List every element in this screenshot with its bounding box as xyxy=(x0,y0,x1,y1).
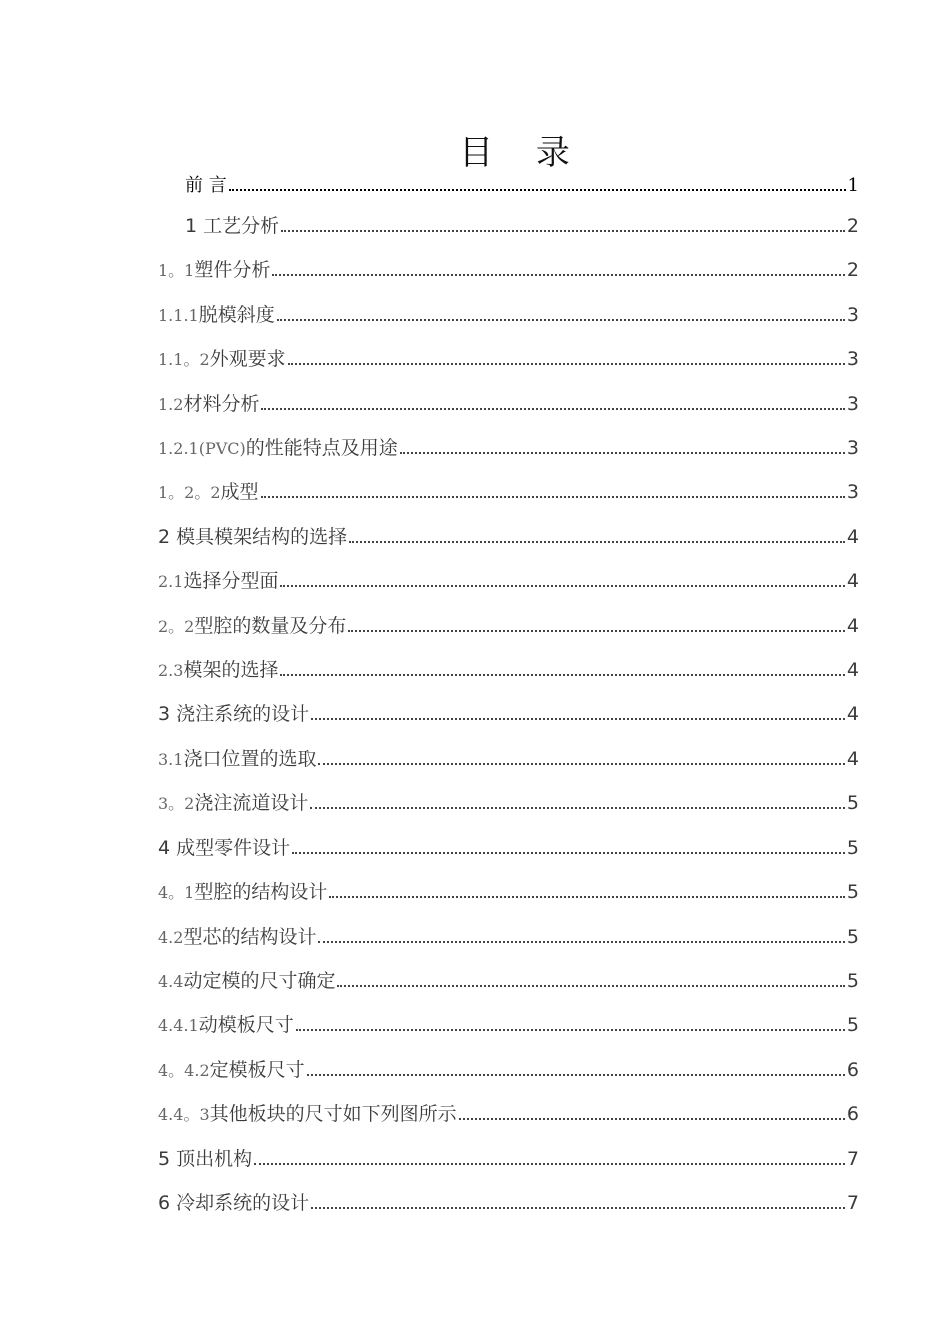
dot-leader xyxy=(292,851,845,854)
toc-entry-page: 6 xyxy=(846,1059,859,1081)
toc-entry-text: 4 成型零件设计 xyxy=(158,837,291,859)
dot-leader xyxy=(311,717,845,720)
toc-entry-text: 塑件分析 xyxy=(194,259,271,281)
dot-leader xyxy=(229,188,846,191)
toc-entry-number: 1.1。2 xyxy=(158,350,210,369)
toc-entry[interactable] xyxy=(158,1096,859,1132)
dot-leader xyxy=(272,273,845,276)
toc-entry[interactable] xyxy=(158,474,859,510)
toc-entry[interactable] xyxy=(158,919,859,955)
toc-entry-text: 浇注流道设计 xyxy=(194,792,309,814)
toc-entry-page: 5 xyxy=(846,970,859,992)
toc-entry-page: 5 xyxy=(846,881,859,903)
dot-leader xyxy=(280,673,844,676)
dot-leader xyxy=(310,806,845,809)
toc-title: 目 录 xyxy=(459,133,586,173)
toc-entry[interactable] xyxy=(158,1185,859,1221)
toc-entry-text: 模架的选择 xyxy=(183,659,279,681)
dot-leader xyxy=(318,762,844,765)
dot-leader xyxy=(400,451,845,454)
toc-entry-text: 材料分析 xyxy=(183,393,260,415)
toc-entry-page: 1 xyxy=(847,175,859,196)
toc-entry-text: 定模板尺寸 xyxy=(209,1059,305,1081)
toc-entry[interactable] xyxy=(158,963,859,999)
toc-entry[interactable] xyxy=(158,1141,859,1177)
toc-entry-number: 3。2 xyxy=(158,794,195,813)
toc-entry-number: 2.3 xyxy=(158,661,184,680)
toc-entry-text: 成型 xyxy=(220,481,259,503)
toc-entry-text: 型腔的数量及分布 xyxy=(194,615,347,637)
toc-entry-page: 2 xyxy=(846,215,859,237)
toc-entry-page: 4 xyxy=(846,570,859,592)
dot-leader xyxy=(337,984,844,987)
toc-entry[interactable] xyxy=(158,252,859,288)
toc-entry[interactable] xyxy=(185,168,859,204)
toc-entry-number: 1.1.1 xyxy=(158,306,199,325)
toc-entry-number: 4。1 xyxy=(158,883,195,902)
toc-entry-text: 动模板尺寸 xyxy=(198,1014,294,1036)
dot-leader xyxy=(254,1162,845,1165)
toc-entry[interactable] xyxy=(158,785,859,821)
toc-entry-page: 7 xyxy=(846,1192,859,1214)
toc-entry-text: 6 冷却系统的设计 xyxy=(158,1192,310,1214)
toc-entry-number: 4。4.2 xyxy=(158,1061,210,1080)
toc-entry-page: 5 xyxy=(846,1014,859,1036)
toc-entry-page: 5 xyxy=(846,926,859,948)
dot-leader xyxy=(288,362,845,365)
toc-entry[interactable] xyxy=(158,608,859,644)
dot-leader xyxy=(261,407,844,410)
toc-entry-page: 5 xyxy=(846,837,859,859)
toc-entry-text: 5 顶出机构 xyxy=(158,1148,253,1170)
toc-entry[interactable] xyxy=(158,696,859,732)
toc-entry-text: 1 工艺分析 xyxy=(185,215,280,237)
toc-entry-text: 外观要求 xyxy=(209,348,286,370)
toc-entry-text: 选择分型面 xyxy=(183,570,279,592)
toc-entry[interactable] xyxy=(158,519,859,555)
dot-leader xyxy=(311,1206,845,1209)
toc-entry-text: 的性能特点及用途 xyxy=(245,437,398,459)
toc-entry-text: 型芯的结构设计 xyxy=(183,926,317,948)
toc-entry[interactable] xyxy=(158,297,859,333)
toc-entry[interactable] xyxy=(185,208,859,244)
toc-entry[interactable] xyxy=(158,341,859,377)
toc-entry-text: 浇口位置的选取 xyxy=(183,748,317,770)
toc-entry-number: 1。1 xyxy=(158,261,195,280)
dot-leader xyxy=(348,629,845,632)
toc-entry-page: 6 xyxy=(846,1103,859,1125)
toc-entry-page: 3 xyxy=(846,348,859,370)
toc-entry[interactable] xyxy=(158,741,859,777)
toc-entry[interactable] xyxy=(158,874,859,910)
toc-entry-page: 4 xyxy=(846,659,859,681)
toc-entry[interactable] xyxy=(158,386,859,422)
dot-leader xyxy=(296,1028,845,1031)
toc-entry-page: 2 xyxy=(846,259,859,281)
dot-leader xyxy=(261,495,845,498)
toc-entry-text: 脱模斜度 xyxy=(198,304,275,326)
toc-entry-number: 1.2.1(PVC) xyxy=(158,439,246,458)
toc-entry-text: 2 模具模架结构的选择 xyxy=(158,526,348,548)
dot-leader xyxy=(307,1073,845,1076)
toc-entry-page: 3 xyxy=(846,481,859,503)
toc-entry-number: 3.1 xyxy=(158,750,184,769)
toc-entry-number: 1。2。2 xyxy=(158,483,221,502)
toc-entry-text: 前 言 xyxy=(185,175,227,196)
toc-entry-number: 2。2 xyxy=(158,617,195,636)
toc-entry-number: 4.2 xyxy=(158,928,184,947)
toc-entry[interactable] xyxy=(158,1007,859,1043)
toc-entry-page: 4 xyxy=(846,615,859,637)
dot-leader xyxy=(349,540,845,543)
toc-entry-page: 4 xyxy=(846,526,859,548)
dot-leader xyxy=(281,229,845,232)
dot-leader xyxy=(329,895,845,898)
toc-entry[interactable] xyxy=(158,830,859,866)
toc-entry[interactable] xyxy=(158,563,859,599)
toc-entry-number: 4.4.1 xyxy=(158,1016,199,1035)
toc-entry[interactable] xyxy=(158,430,859,466)
dot-leader xyxy=(459,1117,845,1120)
toc-entry-page: 7 xyxy=(846,1148,859,1170)
toc-entry-number: 2.1 xyxy=(158,572,184,591)
toc-entry[interactable] xyxy=(158,1052,859,1088)
toc-entry[interactable] xyxy=(158,652,859,688)
toc-entry-number: 1.2 xyxy=(158,395,184,414)
toc-entry-text: 型腔的结构设计 xyxy=(194,881,328,903)
toc-entry-text: 动定模的尺寸确定 xyxy=(183,970,336,992)
dot-leader xyxy=(280,584,844,587)
toc-entry-page: 5 xyxy=(846,792,859,814)
toc-entry-page: 3 xyxy=(846,393,859,415)
dot-leader xyxy=(277,318,845,321)
toc-entry-page: 3 xyxy=(846,304,859,326)
toc-entry-number: 4.4 xyxy=(158,972,184,991)
toc-entry-number: 4.4。3 xyxy=(158,1105,210,1124)
dot-leader xyxy=(318,940,844,943)
toc-entry-page: 4 xyxy=(846,748,859,770)
toc-entry-page: 3 xyxy=(846,437,859,459)
toc-entry-text: 3 浇注系统的设计 xyxy=(158,703,310,725)
toc-entry-page: 4 xyxy=(846,703,859,725)
toc-entry-text: 其他板块的尺寸如下列图所示 xyxy=(209,1103,457,1125)
